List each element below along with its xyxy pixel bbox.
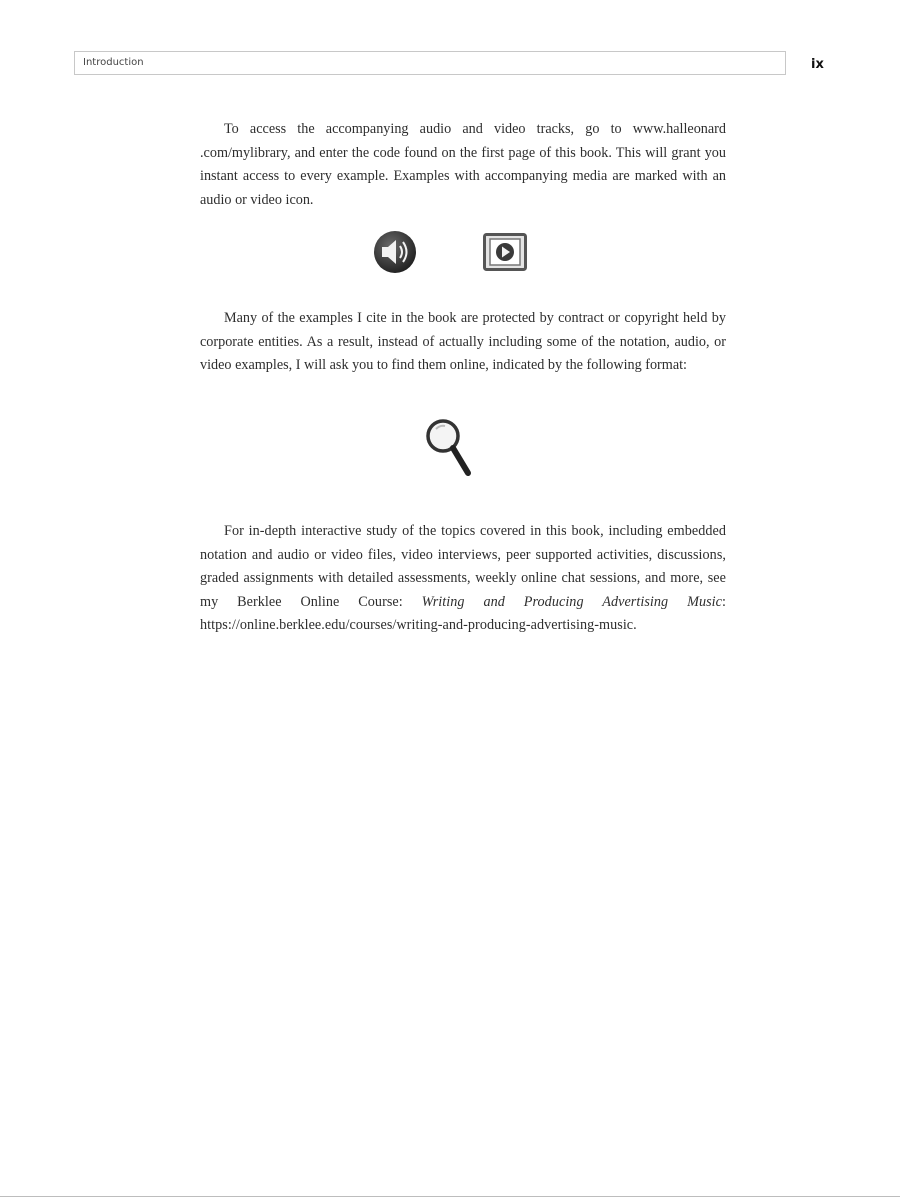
- magnifying-glass-icon: [424, 417, 474, 479]
- paragraph-online-course: [200, 520, 726, 638]
- video-play-icon: [483, 233, 527, 271]
- page-bottom-edge: [0, 1196, 900, 1197]
- paragraph-media-access: To access the accompanying audio and video tracks, go to www.halleonard .com/mylibrary, and enter the code found on the first page of this book. This will grant you instant access to every example. Examples with accompanying media are marked with an audio or video icon.: [200, 121, 726, 208]
- section-label: Introduction: [83, 57, 144, 68]
- page-number: ix: [811, 57, 824, 72]
- speaker-icon: [372, 229, 418, 275]
- course-text-intro: For in-depth interactive study of the topics covered in this book, including embedded notation and audio or video files, video interviews, peer supported activities, discussions, graded assignments with detailed assessments, weekly online chat sessions, and more, see my Berklee Online Course:: [200, 523, 726, 610]
- running-header: [74, 51, 786, 75]
- paragraph-copyright-note: Many of the examples I cite in the book are protected by contract or copyright held by corporate entities. As a result, instead of actually including some of the notation, audio, or video examples, I will ask you to find them online, indicated by the following format:: [200, 310, 726, 374]
- course-title: Writing and Producing Advertising Music: [421, 593, 723, 610]
- course-text-url: : https://online.berklee.edu/courses/writing-and-producing-advertising-music.: [200, 593, 727, 634]
